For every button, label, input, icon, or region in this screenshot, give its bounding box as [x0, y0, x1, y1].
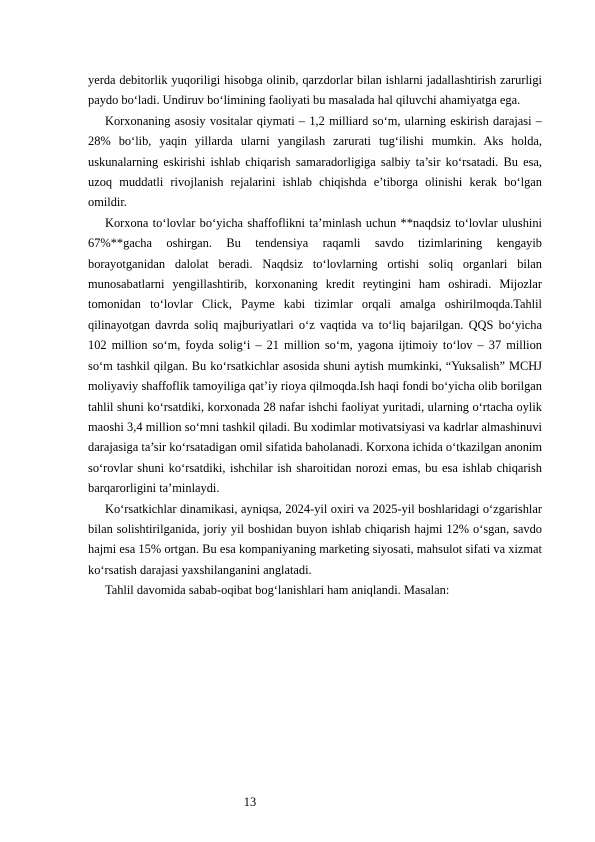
page-number: 13: [243, 795, 257, 809]
paragraph-fixed-assets: Korxonaning asosiy vositalar qiymati – 1,2 milliard so‘m, ularning eskirish darajasi – 28% bo‘lib, yaqin yillarda ularni yangilash zarurati tug‘ilishi mumkin. Aks holda, uskunalarning eskirishi ishlab chiqarish samaradorligiga salbiy ta’sir ko‘rsatadi. Bu esa, uzoq muddatli rivojlanish rejalarini ishlab chiqishda e’tiborga olinishi kerak bo‘lgan omildir.: [88, 113, 542, 210]
document-body: [88, 70, 542, 601]
paragraph-cause-effect: Tahlil davomida sabab-oqibat bog‘lanishlari ham aniqlandi. Masalan:: [105, 583, 450, 598]
paragraph-dynamics: Ko‘rsatkichlar dinamikasi, ayniqsa, 2024-yil oxiri va 2025-yil boshlaridagi o‘zgarishlar bilan solishtirilganida, joriy yil boshidan buyon ishlab chiqarish hajmi 12% o‘sgan, savdo hajmi esa 15% ortgan. Bu esa kompaniyaning marketing siyosati, mahsulot sifati va xizmat ko‘rsatish darajasi yaxshilanganini anglatadi.: [88, 501, 542, 577]
paragraph-payments-and-taxes: Korxona to‘lovlar bo‘yicha shaffoflikni ta’minlash uchun **naqdsiz to‘lovlar ulushini 67%**gacha oshirgan. Bu tendensiya raqamli savdo tizimlarining kengayib borayotganidan dalolat beradi. Naqdsiz to‘lovlarning ortishi soliq organlari bilan munosabatlarni yengillashtirib, korxonaning kredit reytingini ham oshiradi. Mijozlar tomonidan to‘lovlar Click, Payme kabi tizimlar orqali amalga oshirilmoqda.Tahlil qilinayotgan davrda soliq majburiyatlari o‘z vaqtida va to‘liq bajarilgan. QQS bo‘yicha 102 million so‘m, foyda solig‘i – 21 million so‘m, yagona ijtimoiy to‘lov – 37 million so‘m tashkil qilgan. Bu ko‘rsatkichlar asosida shuni aytish mumkinki, “Yuksalish” MCHJ moliyaviy shaffoflik tamoyiliga qat’iy rioya qilmoqda.Ish haqi fondi bo‘yicha olib borilgan tahlil shuni ko‘rsatdiki, korxonada 28 nafar ishchi faoliyat yuritadi, ularning o‘rtacha oylik maoshi 3,4 million so‘mni tashkil qiladi. Bu xodimlar motivatsiyasi va kadrlar almashinuvi darajasiga ta’sir ko‘rsatadigan omil sifatida baholanadi. Korxona ichida o‘tkazilgan anonim so‘rovlar shuni ko‘rsatdiki, ishchilar ish sharoitidan norozi emas, bu esa ishlab chiqarish barqarorligini ta’minlaydi.: [88, 215, 542, 496]
paragraph-continuation: yerda debitorlik yuqoriligi hisobga olinib, qarzdorlar bilan ishlarni jadallashtirish zarurligi paydo bo‘ladi. Undiruv bo‘limining faoliyati bu masalada hal qiluvchi ahamiyatga ega.: [88, 73, 542, 108]
